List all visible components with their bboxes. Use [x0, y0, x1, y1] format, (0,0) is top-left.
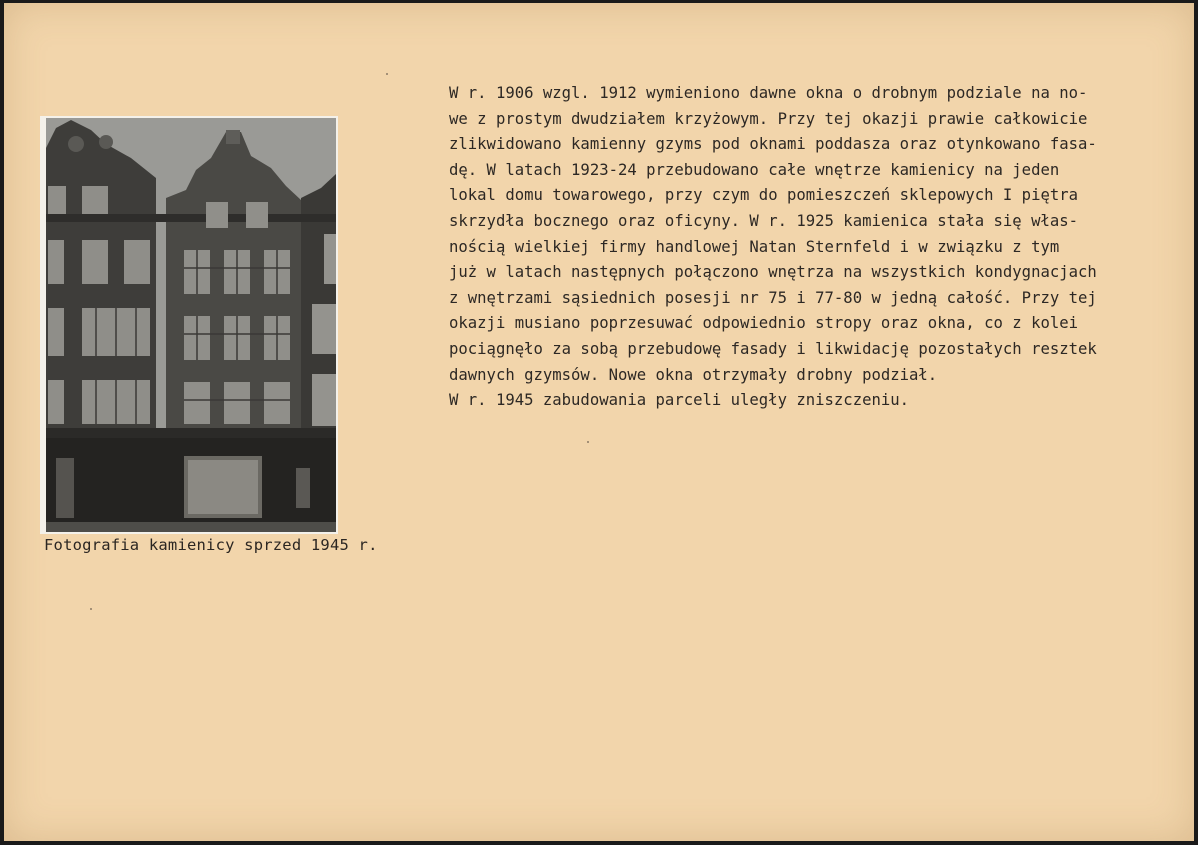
text-line: lokal domu towarowego, przy czym do pomieszczeń sklepowych I piętra [449, 186, 1079, 205]
text-line: W r. 1906 wzgl. 1912 wymieniono dawne okna o drobnym podziale na no- [449, 84, 1088, 102]
text-line: z wnętrzami sąsiednich posesji nr 75 i 77-80 w jedną całość. Przy tej [449, 288, 1097, 307]
text-line: skrzydła bocznego oraz oficyny. W r. 1925 kamienica stała się włas- [449, 211, 1079, 230]
text-line: dawnych gzymsów. Nowe okna otrzymały drobny podział. [449, 365, 938, 384]
text-line: W r. 1945 zabudowania parceli uległy zniszczeniu. [449, 391, 910, 410]
building-photograph [40, 116, 338, 534]
photo-caption: Fotografia kamienicy sprzed 1945 r. [44, 536, 378, 554]
text-line: nością wielkiej firmy handlowej Natan Sternfeld i w związku z tym [449, 237, 1060, 256]
text-line: pociągnęło za sobą przebudowę fasady i likwidację pozostałych resztek [449, 339, 1097, 358]
text-line: zlikwidowano kamienny gzyms pod oknami poddasza oraz otynkowano fasa- [449, 135, 1097, 154]
archival-card [4, 3, 1194, 841]
text-line: już w latach następnych połączono wnętrza na wszystkich kondygnacjach [449, 263, 1097, 282]
history-text [449, 81, 1179, 414]
text-line: we z prostym dwudziałem krzyżowym. Przy tej okazji prawie całkowicie [449, 109, 1088, 128]
townhouse-facade-image [46, 118, 336, 532]
text-line: okazji musiano poprzesuwać odpowiednio stropy oraz okna, co z kolei [449, 314, 1079, 333]
paper-speck [386, 73, 388, 75]
paper-speck [587, 441, 589, 443]
text-line: dę. W latach 1923-24 przebudowano całe wnętrze kamienicy na jeden [449, 160, 1060, 179]
paper-speck [90, 608, 92, 610]
